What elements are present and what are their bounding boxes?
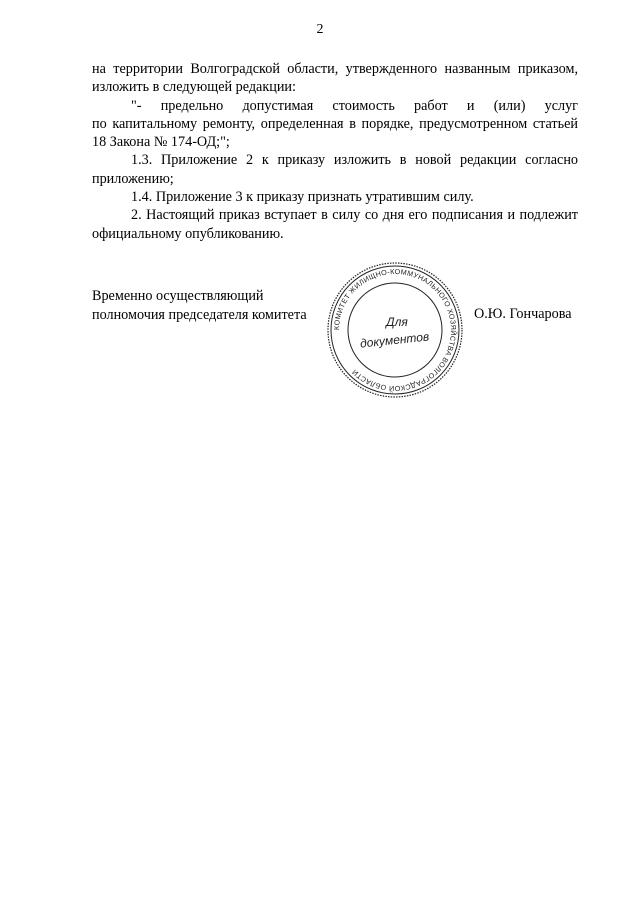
signatory-position	[92, 287, 307, 324]
paragraph-2: 2. Настоящий приказ вступает в силу со дня его подписания и подлежит официальному опубликованию.	[92, 207, 578, 242]
stamp-center-line-1: Для	[386, 315, 408, 329]
signatory-name: О.Ю. Гончарова	[474, 306, 572, 322]
paragraph-1-4: 1.4. Приложение 3 к приказу признать утратившим силу.	[131, 189, 474, 206]
page-number: 2	[316, 22, 324, 37]
paragraph-1-3: 1.3. Приложение 2 к приказу изложить в новой редакции согласно приложению;	[92, 152, 578, 187]
document-body	[92, 60, 578, 243]
paragraph-continuation: на территории Волгоградской области, утвержденного названным приказом, изложить в следующей редакции:	[92, 61, 578, 96]
quoted-paragraph-rest: по капитальному ремонту, определенная в порядке, предусмотренном статьей 18 Закона № 174-ОД;";	[92, 115, 578, 151]
signatory-position-line-1: Временно осуществляющий	[92, 288, 264, 304]
stamp-center-line-2: документов	[359, 329, 430, 351]
official-stamp	[325, 260, 465, 400]
stamp-ring-text: КОМИТЕТ ЖИЛИЩНО-КОММУНАЛЬНОГО ХОЗЯЙСТВА ВОЛГОГРАДСКОЙ ОБЛАСТИ	[331, 266, 459, 394]
quoted-paragraph-first-line: "- предельно допустимая стоимость работ и (или) услуг	[131, 97, 578, 114]
signatory-position-line-2: полномочия председателя комитета	[92, 306, 307, 323]
